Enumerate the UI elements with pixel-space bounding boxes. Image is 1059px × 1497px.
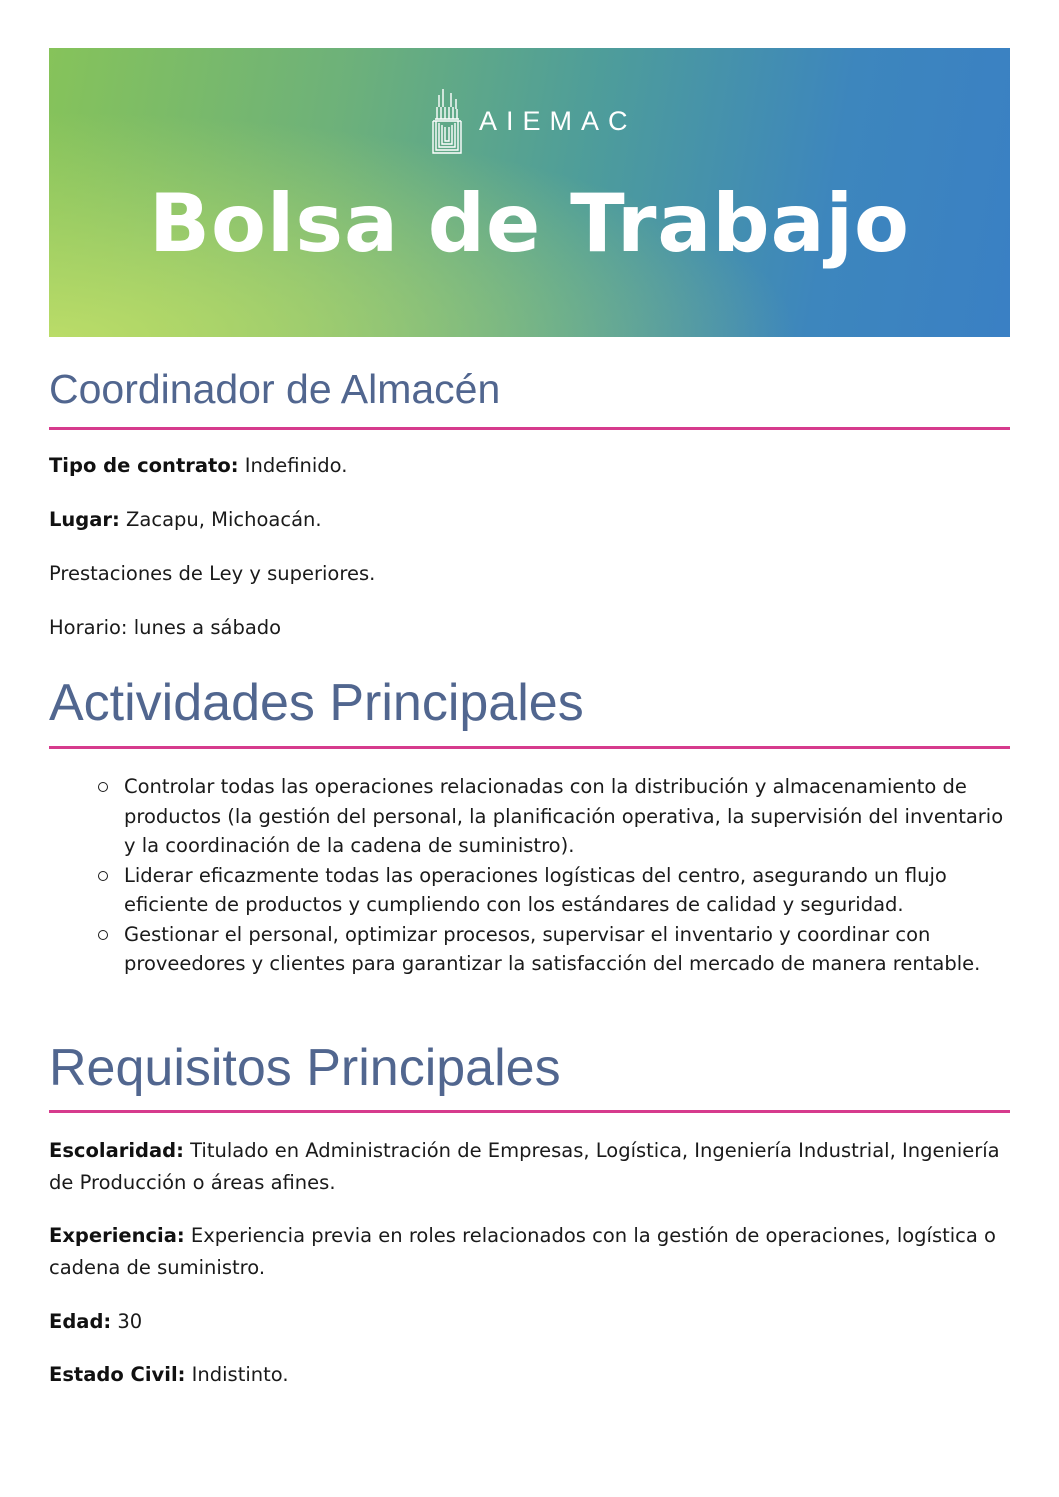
activities-divider <box>49 746 1010 749</box>
schedule: Horario: lunes a sábado <box>49 616 282 639</box>
experience-value: Experiencia previa en roles relacionados con la gestión de operaciones, logística o cadena de suministro. <box>49 1224 996 1279</box>
education-label: Escolaridad: <box>49 1139 184 1162</box>
requirements-heading: Requisitos Principales <box>49 1039 561 1097</box>
list-item <box>49 920 1010 979</box>
company-logo <box>429 86 637 156</box>
marital-status <box>49 1359 1010 1391</box>
experience-label: Experiencia: <box>49 1224 185 1247</box>
circle-bullet-icon <box>98 871 108 881</box>
age-label: Edad: <box>49 1310 112 1333</box>
location-value: Zacapu, Michoacán. <box>119 508 322 531</box>
marital-status-value: Indistinto. <box>185 1363 289 1386</box>
logo-text: AIEMAC <box>479 105 637 136</box>
activity-text: Controlar todas las operaciones relacionadas con la distribución y almacenamiento de productos (la gestión del personal, la planificación operativa, la supervisión del inventario y la coordinación de la cadena de suministro). <box>124 775 1004 857</box>
activity-text: Gestionar el personal, optimizar procesos, supervisar el inventario y coordinar con proveedores y clientes para garantizar la satisfacción del mercado de manera rentable. <box>124 922 981 975</box>
activity-text: Liderar eficazmente todas las operaciones logísticas del centro, asegurando un flujo eficiente de productos y cumpliendo con los estándares de calidad y seguridad. <box>124 863 947 916</box>
circle-bullet-icon <box>98 782 108 792</box>
experience <box>49 1220 1010 1284</box>
age <box>49 1306 1010 1338</box>
age-value: 30 <box>111 1310 143 1333</box>
activities-list <box>49 772 1010 979</box>
contract-type <box>49 450 1010 482</box>
activities-heading: Actividades Principales <box>49 674 584 732</box>
contract-value: Indefinido. <box>238 454 348 477</box>
job-title-divider <box>49 427 1010 430</box>
list-item <box>49 772 1010 861</box>
building-logo-icon <box>429 87 465 155</box>
education <box>49 1135 1010 1199</box>
benefits: Prestaciones de Ley y superiores. <box>49 562 376 585</box>
list-item <box>49 861 1010 920</box>
contract-label: Tipo de contrato: <box>49 454 239 477</box>
job-title: Coordinador de Almacén <box>49 366 501 412</box>
education-value: Titulado en Administración de Empresas, Logística, Ingeniería Industrial, Ingeniería de Producción o áreas afines. <box>49 1139 1000 1194</box>
requirements-divider <box>49 1110 1010 1113</box>
location <box>49 504 1010 536</box>
circle-bullet-icon <box>98 930 108 940</box>
header-banner <box>49 48 1010 337</box>
banner-title: Bolsa de Trabajo <box>148 177 911 270</box>
marital-status-label: Estado Civil: <box>49 1363 186 1386</box>
location-label: Lugar: <box>49 508 120 531</box>
